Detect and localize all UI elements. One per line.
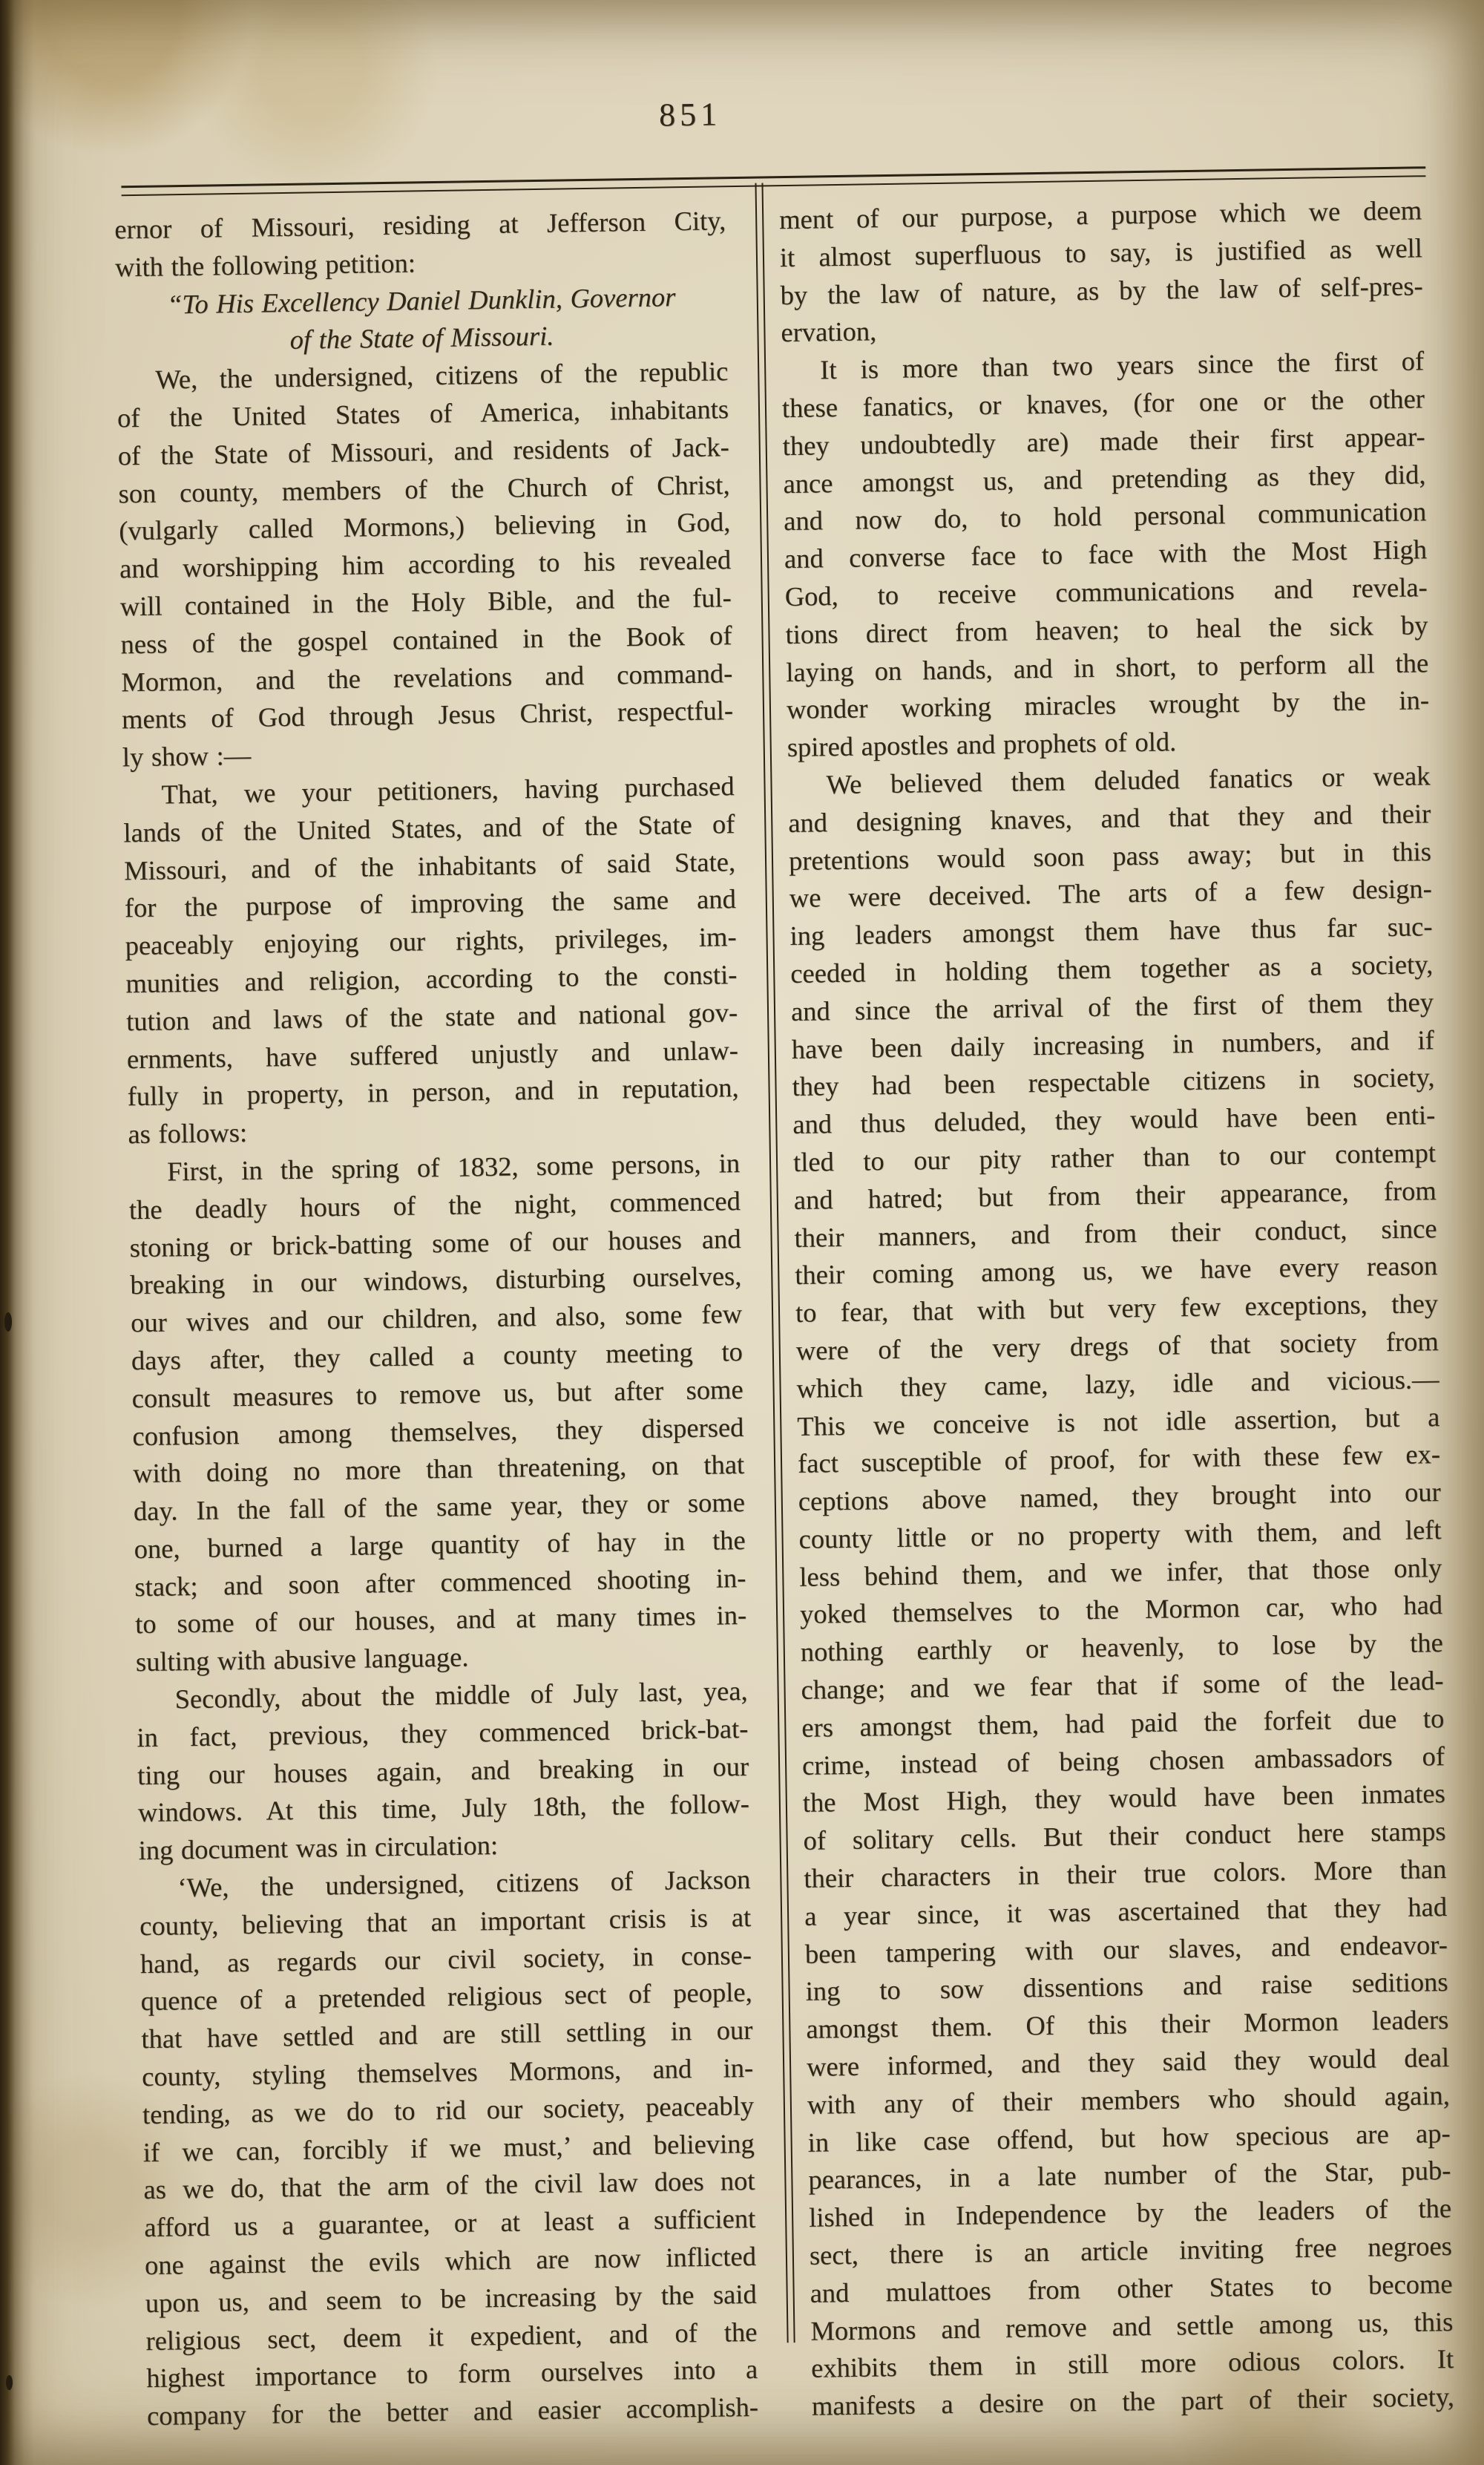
text-line: wonder working miracles wrought by the in-: [786, 684, 1430, 725]
text-line: ance amongst us, and pretending as they did,: [783, 458, 1426, 499]
text-line: ing document was in circulation:: [138, 1830, 499, 1866]
text-line: stoning or brick-batting some of our houses and: [129, 1222, 741, 1263]
text-line: lished in Independence by the leaders of the: [808, 2193, 1452, 2233]
text-line: Missouri, and of the inhabitants of said State,: [123, 845, 736, 885]
paper-speck: [6, 2375, 13, 2390]
text-line: as follows:: [128, 1117, 248, 1150]
text-line: “To His Excellency Daniel Dunklin, Governor: [166, 281, 676, 319]
text-line: our wives and our children, and also, some few: [130, 1298, 743, 1338]
text-line: ernments, have suffered unjustly and unlaw-: [126, 1034, 739, 1074]
text-line: breaking in our windows, disturbing ourselves,: [130, 1260, 742, 1300]
text-line: and mulattoes from other States to become: [810, 2268, 1453, 2308]
left-column: [114, 202, 758, 2435]
text-line: windows. At this time, July 18th, the follow-: [137, 1788, 750, 1828]
text-line: quence of a pretended religious sect of people,: [140, 1977, 752, 2017]
text-line: one, burned a large quantity of hay in the: [134, 1524, 746, 1565]
text-line: Mormons and remove and settle among us, this: [810, 2305, 1454, 2346]
text-line: First, in the spring of 1832, some persons, in: [166, 1147, 741, 1187]
text-line: and since the arrival of the first of them they: [790, 986, 1434, 1027]
text-line: tution and laws of the state and national gov-: [125, 996, 738, 1037]
text-line: these fanatics, or knaves, (for one or the other: [781, 383, 1425, 424]
text-line: ceeded in holding them together as a society,: [789, 949, 1434, 989]
text-line: nothing earthly or heavenly, to lose by the: [800, 1627, 1444, 1668]
text-line: exhibits them in still more odious colors. It: [810, 2343, 1454, 2384]
text-line: ers amongst them, had paid the forfeit due to: [801, 1702, 1445, 1743]
text-line: tending, as we do to rid our society, peaceably: [142, 2089, 755, 2130]
text-line: Secondly, about the middle of July last, yea,: [174, 1675, 748, 1715]
text-line: crime, instead of being chosen ambassadors of: [801, 1740, 1445, 1781]
text-line: peaceably enjoying our rights, privileges, im-: [125, 921, 737, 961]
text-line: (vulgarly called Mormons,) believing in God,: [119, 506, 731, 546]
text-line: ments of God through Jesus Christ, respectful-: [121, 695, 734, 735]
text-line: as we do, that the arm of the civil law does not: [143, 2165, 755, 2205]
text-line: ting our houses again, and breaking in our: [137, 1750, 749, 1790]
text-line: ‘We, the undersigned, citizens of Jackson: [177, 1864, 751, 1903]
text-line: they had been respectable citizens in society,: [792, 1061, 1435, 1102]
text-line: been tampering with our slaves, and endeavor-: [804, 1928, 1448, 1969]
text-line: have been daily increasing in numbers, and if: [791, 1024, 1435, 1064]
text-line: the Most High, they would have been inmates: [802, 1778, 1446, 1819]
text-line: afford us a guarantee, or at least a sufficient: [143, 2203, 756, 2243]
text-line: fact susceptible of proof, for with these few ex-: [797, 1438, 1441, 1479]
text-line: will contained in the Holy Bible, and the ful-: [119, 582, 732, 622]
text-line: a year since, it was ascertained that they had: [804, 1891, 1448, 1931]
text-line: to fear, that with but very few exceptions, they: [795, 1288, 1439, 1329]
text-line: they undoubtedly are) made their first appear-: [782, 421, 1425, 461]
text-line: the deadly hours of the night, commenced: [128, 1185, 741, 1225]
text-line: less behind them, and we infer, that those only: [799, 1551, 1442, 1592]
text-line: yoked themselves to the Mormon car, who had: [799, 1589, 1443, 1630]
text-line: lands of the United States, and of the State of: [123, 808, 735, 848]
text-line: upon us, and seem to be increasing by the said: [145, 2278, 757, 2318]
text-line: their characters in their true colors. More than: [804, 1853, 1447, 1893]
text-line: sect, there is an article inviting free negroes: [809, 2230, 1453, 2271]
text-line: by the law of nature, as by the law of self-pres-: [780, 269, 1423, 310]
text-line: tled to our pity rather than to our contempt: [792, 1137, 1437, 1177]
text-line: ervation,: [781, 315, 877, 348]
text-line: religious sect, deem it expedient, and of the: [145, 2316, 758, 2356]
text-line: in fact, previous, they commenced brick-bat-: [137, 1712, 749, 1753]
text-line: company for the better and easier accomplish-: [146, 2392, 759, 2432]
text-line: that have settled and are still settling in our: [141, 2014, 753, 2055]
text-line: This we conceive is not idle assertion, but a: [797, 1401, 1440, 1441]
text-line: fully in property, in person, and in reputation,: [127, 1072, 739, 1112]
text-line: with the following petition:: [114, 247, 416, 283]
text-line: laying on hands, and in short, to perform all the: [785, 646, 1429, 687]
text-line: manifests a desire on the part of their society,: [811, 2381, 1455, 2422]
text-line: ment of our purpose, a purpose which we deem: [778, 194, 1422, 235]
text-line: We, the undersigned, citizens of the republic: [155, 356, 729, 395]
text-line: and designing knaves, and that they and their: [787, 797, 1431, 838]
text-line: were informed, and they said they would deal: [806, 2042, 1450, 2082]
text-line: amongst them. Of this their Mormon leaders: [806, 2004, 1449, 2045]
text-line: and now do, to hold personal communication: [783, 496, 1427, 537]
text-line: change; and we fear that if some of the lead-: [801, 1665, 1444, 1705]
text-line: and converse face to face with the Most High: [784, 534, 1428, 574]
text-line: one against the evils which are now inflicted: [144, 2240, 757, 2281]
text-line: in like case offend, but how specious are ap-: [807, 2117, 1451, 2158]
text-line: confusion among themselves, they dispersed: [132, 1411, 744, 1451]
text-line: it almost superfluous to say, is justified as well: [779, 232, 1423, 272]
text-line: spired apostles and prophets of old.: [787, 726, 1177, 763]
text-line: highest importance to form ourselves into a: [145, 2354, 758, 2394]
text-line: sulting with abusive language.: [135, 1641, 469, 1677]
text-line: were of the very dregs of that society from: [795, 1326, 1439, 1366]
text-line: ing leaders amongst them have thus far suc-: [789, 911, 1433, 952]
text-line: days after, they called a county meeting to: [131, 1335, 743, 1376]
text-line: ernor of Missouri, residing at Jefferson City,: [114, 205, 726, 245]
text-line: their coming among us, we have every reason: [795, 1250, 1438, 1291]
text-line: munities and religion, according to the consti-: [125, 959, 738, 999]
text-line: son county, members of the Church of Christ,: [118, 468, 730, 508]
text-line: consult measures to remove us, but after some: [131, 1373, 743, 1413]
text-line: county little or no property with them, and left: [798, 1513, 1442, 1554]
text-line: of the United States of America, inhabitants: [116, 393, 729, 433]
text-line: we were deceived. The arts of a few design-: [789, 873, 1432, 914]
text-line: and worshipping him according to his revealed: [119, 544, 732, 584]
text-line: We believed them deluded fanatics or weak: [826, 760, 1431, 800]
text-line: their manners, and from their conduct, since: [794, 1212, 1437, 1253]
text-line: of solitary cells. But their conduct here stamps: [803, 1816, 1446, 1856]
text-line: ness of the gospel contained in the Book of: [120, 619, 732, 660]
text-line: of the State of Missouri, and residents of Jack-: [117, 431, 730, 471]
text-line: tions direct from heaven; to heal the sick by: [785, 609, 1428, 649]
text-line: That, we your petitioners, having purchased: [161, 770, 735, 810]
text-line: Mormon, and the revelations and command-: [121, 657, 733, 697]
right-column: [779, 191, 1454, 2426]
text-line: and thus deluded, they would have been enti-: [792, 1099, 1436, 1140]
text-line: with doing no more than threatening, on that: [132, 1449, 745, 1489]
page-number: 851: [658, 96, 722, 134]
text-line: for the purpose of improving the same and: [124, 883, 737, 923]
text-line: It is more than two years since the first of: [819, 345, 1425, 385]
text-line: and hatred; but from their appearance, from: [793, 1174, 1437, 1215]
text-line: hand, as regards our civil society, in conse-: [139, 1939, 752, 1979]
text-line: which they came, lazy, idle and vicious.—: [796, 1363, 1439, 1404]
text-line: with any of their members who should again,: [807, 2079, 1451, 2120]
header-double-rule: [121, 166, 1425, 196]
text-line: ceptions above named, they brought into our: [798, 1476, 1442, 1517]
text-line: ing to sow dissentions and raise seditions: [805, 1966, 1448, 2007]
text-line: to some of our houses, and at many times in-: [134, 1600, 747, 1640]
text-line: of the State of Missouri.: [289, 321, 554, 356]
text-line: stack; and soon after commenced shooting in-: [134, 1562, 746, 1602]
text-line: if we can, forcibly if we must,’ and believing: [142, 2127, 755, 2167]
text-line: pearances, in a late number of the Star, pub-: [808, 2155, 1451, 2196]
text-line: county, believing that an important crisis is at: [139, 1901, 752, 1942]
text-line: day. In the fall of the same year, they or some: [133, 1487, 746, 1527]
text-line: God, to receive communications and revela-: [784, 572, 1428, 612]
text-line: pretentions would soon pass away; but in this: [788, 835, 1432, 876]
text-line: county, styling themselves Mormons, and in-: [141, 2052, 754, 2092]
text-line: ly show :—: [122, 739, 252, 773]
